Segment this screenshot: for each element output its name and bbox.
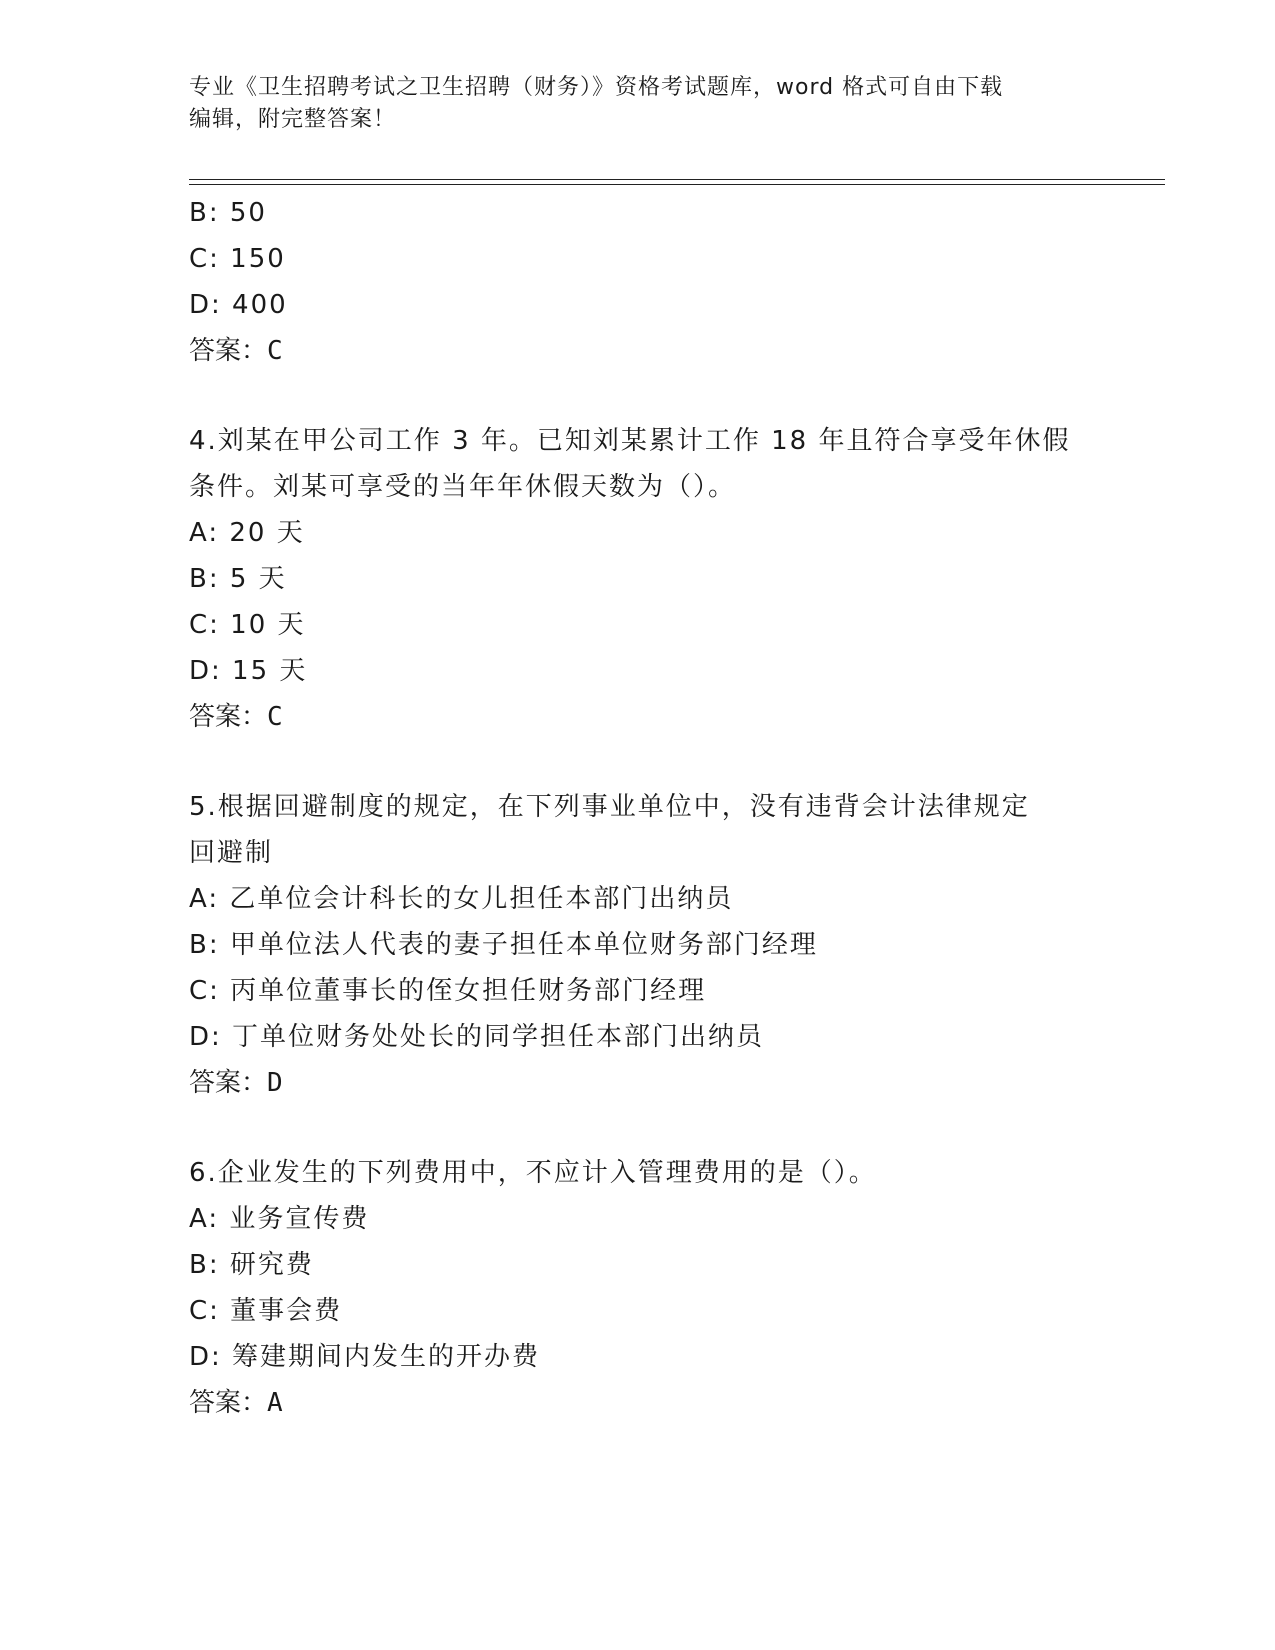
header-divider-top <box>189 179 1165 180</box>
document-header <box>189 72 1089 136</box>
option-d: D: 15 天 <box>189 656 308 686</box>
question-text-line-1: 4.刘某在甲公司工作 3 年。已知刘某累计工作 18 年且符合享受年休假 <box>189 426 1071 456</box>
header-divider-bottom <box>189 184 1165 185</box>
option-c: C: 150 <box>189 244 286 274</box>
answer-line: 答案：A <box>189 1388 283 1418</box>
question-4 <box>189 418 1089 740</box>
option-b: B: 5 天 <box>189 564 287 594</box>
option-a: A: 20 天 <box>189 518 305 548</box>
option-b: B: 研究费 <box>189 1250 314 1280</box>
answer-line: 答案：C <box>189 702 283 732</box>
option-c: C: 丙单位董事长的侄女担任财务部门经理 <box>189 976 707 1006</box>
question-5 <box>189 784 1089 1106</box>
option-d: D: 丁单位财务处处长的同学担任本部门出纳员 <box>189 1022 765 1052</box>
option-a: A: 业务宣传费 <box>189 1204 370 1234</box>
option-b: B: 甲单位法人代表的妻子担任本单位财务部门经理 <box>189 930 818 960</box>
question-text-line-1: 6.企业发生的下列费用中，不应计入管理费用的是（）。 <box>189 1158 877 1188</box>
question-6 <box>189 1150 1089 1426</box>
option-a: A: 乙单位会计科长的女儿担任本部门出纳员 <box>189 884 734 914</box>
option-b: B: 50 <box>189 198 267 228</box>
header-line-2: 编辑，附完整答案！ <box>189 107 397 132</box>
option-c: C: 10 天 <box>189 610 306 640</box>
option-d: D: 筹建期间内发生的开办费 <box>189 1342 541 1372</box>
answer-line: 答案：C <box>189 336 283 366</box>
option-d: D: 400 <box>189 290 288 320</box>
question-content <box>189 190 1089 1426</box>
question-3-continuation <box>189 190 1089 374</box>
question-text-line-1: 5.根据回避制度的规定，在下列事业单位中，没有违背会计法律规定 <box>189 792 1030 822</box>
answer-line: 答案：D <box>189 1068 283 1098</box>
option-c: C: 董事会费 <box>189 1296 343 1326</box>
question-text-line-2: 回避制 <box>189 838 274 868</box>
question-text-line-2: 条件。刘某可享受的当年年休假天数为（）。 <box>189 472 737 502</box>
header-line-1: 专业《卫生招聘考试之卫生招聘（财务）》资格考试题库，word 格式可自由下载 <box>189 75 1004 100</box>
